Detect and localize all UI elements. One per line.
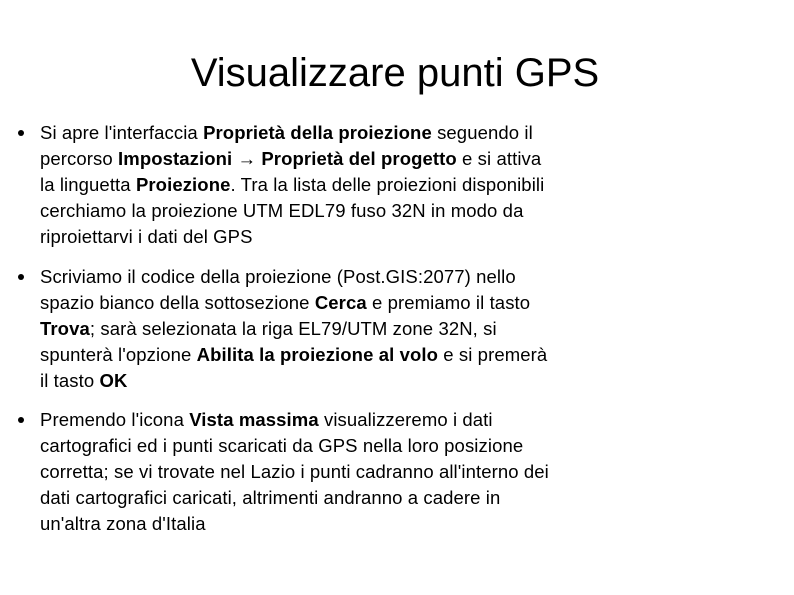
bold-segment: Vista massima xyxy=(189,409,319,430)
text-segment: seguendo il percorso xyxy=(40,122,533,169)
text-segment: visualizzeremo i dati cartografici ed i punti scaricati da GPS nella loro posizione corretta; se vi trovate nel Lazio i punti cadranno all'interno dei dati cartografici caricati, altrimenti andranno a cadere in un'altra zona d'Italia xyxy=(40,409,549,534)
bullet-text xyxy=(40,122,544,247)
text-segment: e si attiva la linguetta xyxy=(40,148,542,195)
bullet-item xyxy=(0,120,560,250)
text-segment: Premendo l'icona xyxy=(40,409,190,430)
bold-segment: Trova xyxy=(40,318,90,339)
bullet-list xyxy=(0,120,560,551)
bullet-item xyxy=(0,264,560,394)
bold-segment: Proiezione xyxy=(135,174,231,195)
text-segment: Scriviamo il codice della proiezione (Post.GIS:2077) nello spazio bianco della sottosezione xyxy=(40,266,516,313)
text-segment: e si premerà il tasto xyxy=(40,344,548,391)
bullet-item xyxy=(0,407,560,537)
slide-title-text: Visualizzare punti GPS xyxy=(190,51,600,95)
text-segment: e premiamo il tasto xyxy=(366,292,531,313)
bullet-dot-icon xyxy=(18,274,24,280)
bold-segment: Impostazioni → Proprietà del progetto xyxy=(118,148,457,169)
bullet-dot-icon xyxy=(18,417,24,423)
bullet-text xyxy=(40,409,549,534)
bold-segment: Abilita la proiezione al volo xyxy=(196,344,439,365)
bullet-dot-icon xyxy=(18,130,24,136)
slide-title xyxy=(0,50,794,96)
bold-segment: Cerca xyxy=(314,292,367,313)
bold-segment: Proprietà della proiezione xyxy=(203,122,432,143)
text-segment: Si apre l'interfaccia xyxy=(40,122,204,143)
text-segment: ; sarà selezionata la riga EL79/UTM zone 32N, si spunterà l'opzione xyxy=(40,318,497,365)
text-segment: . Tra la lista delle proiezioni disponibili cerchiamo la proiezione UTM EDL79 fuso 32N in modo da riproiettarvi i dati del GPS xyxy=(40,174,545,247)
bold-segment: OK xyxy=(99,370,128,391)
bullet-text xyxy=(40,266,547,391)
